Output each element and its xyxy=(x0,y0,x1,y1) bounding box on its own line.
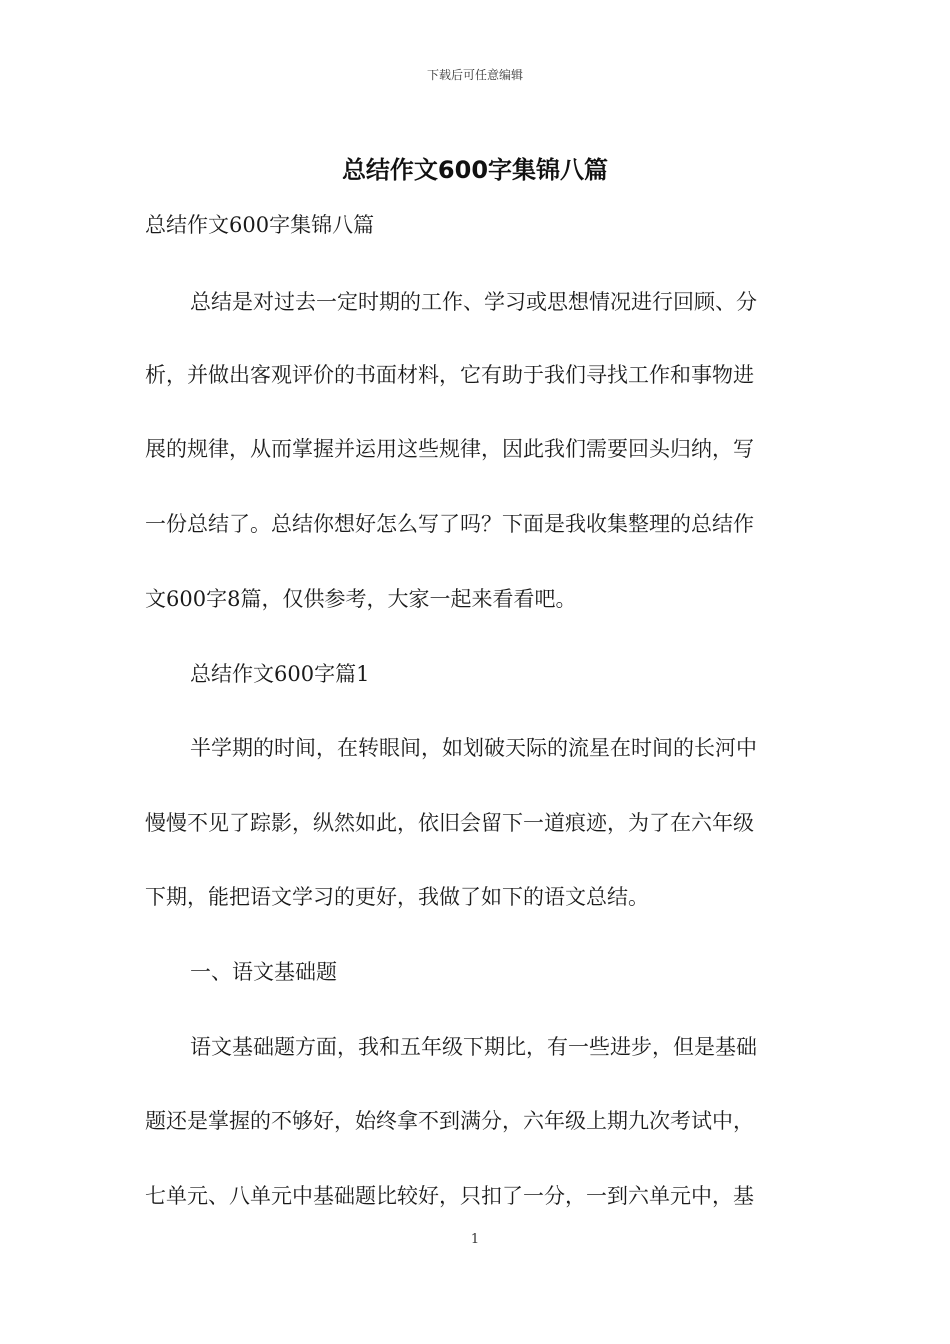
paragraph-line: 慢慢不见了踪影，纵然如此，依旧会留下一道痕迹，为了在六年级 xyxy=(145,811,754,835)
paragraph-line: 下期，能把语文学习的更好，我做了如下的语文总结。 xyxy=(145,885,649,909)
paragraph-line: 一份总结了。总结你想好怎么写了吗？下面是我收集整理的总结作 xyxy=(145,512,754,536)
paragraph-line: 半学期的时间，在转眼间，如划破天际的流星在时间的长河中 xyxy=(190,736,757,760)
subtitle-line: 总结作文600字集锦八篇 xyxy=(145,213,375,237)
paragraph-line: 七单元、八单元中基础题比较好，只扣了一分，一到六单元中，基 xyxy=(145,1184,754,1208)
section-heading: 一、语文基础题 xyxy=(190,960,337,984)
paragraph-line: 文600字8篇，仅供参考，大家一起来看看吧。 xyxy=(145,587,577,611)
paragraph-line: 展的规律，从而掌握并运用这些规律，因此我们需要回头归纳，写 xyxy=(145,437,754,461)
paragraph-line: 语文基础题方面，我和五年级下期比，有一些进步，但是基础 xyxy=(190,1035,757,1059)
header-note: 下载后可任意编辑 xyxy=(426,68,523,82)
paragraph-line: 析，并做出客观评价的书面材料，它有助于我们寻找工作和事物进 xyxy=(145,363,754,387)
page-number: 1 xyxy=(470,1232,480,1247)
paragraph-line: 总结是对过去一定时期的工作、学习或思想情况进行回顾、分 xyxy=(190,290,757,314)
section-heading: 总结作文600字篇1 xyxy=(190,662,370,686)
paragraph-line: 题还是掌握的不够好，始终拿不到满分，六年级上期九次考试中， xyxy=(145,1109,754,1133)
document-title: 总结作文600字集锦八篇 xyxy=(341,156,609,184)
